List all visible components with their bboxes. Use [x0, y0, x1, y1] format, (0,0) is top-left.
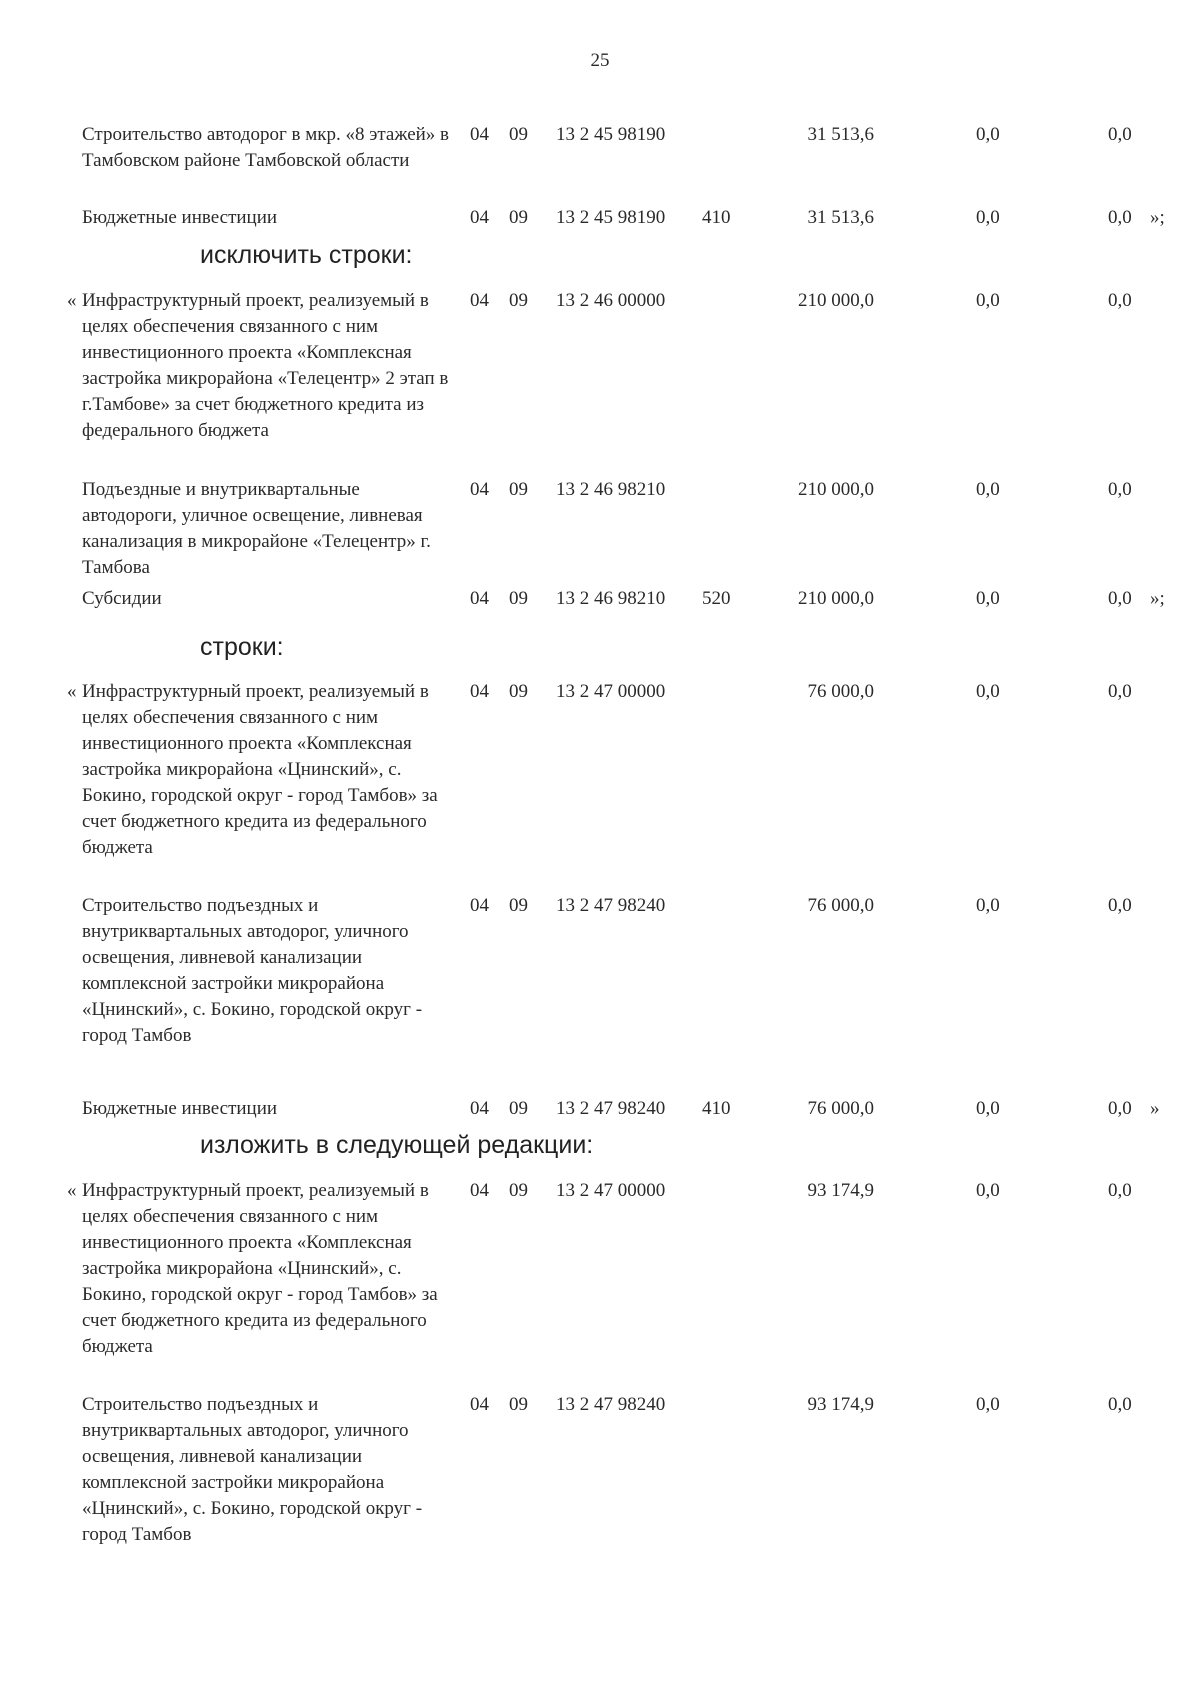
amount-2: 0,0 [976, 290, 1000, 311]
row-name: Строительство подъездных и внутриквартальных автодорог, уличного освещения, ливневой канализации комплексной застройки микрорайона «Цнинский», с. Бокино, городской округ - город Тамбов [82, 1394, 423, 1545]
amount-2: 0,0 [976, 1180, 1000, 1201]
closing-quote: » [1150, 1098, 1160, 1119]
closing-quote: »; [1150, 588, 1165, 609]
amount-3: 0,0 [1108, 1394, 1132, 1415]
code-rz: 04 [470, 1098, 489, 1119]
amount-3: 0,0 [1108, 681, 1132, 702]
amount-2: 0,0 [976, 207, 1000, 228]
amount-3: 0,0 [1108, 479, 1132, 500]
code-pr: 09 [509, 1394, 528, 1415]
code-rz: 04 [470, 1394, 489, 1415]
row-name: « Инфраструктурный проект, реализуемый в целях обеспечения связанного с ним инвестиционного проекта «Комплексная застройка микрорайона «Цнинский», с. Бокино, городской округ - город Тамбов» за счет бюджетного кредита из федерального бюджета [67, 1180, 438, 1357]
amount-3: 0,0 [1108, 588, 1132, 609]
code-pr: 09 [509, 479, 528, 500]
section-heading: исключить строки: [200, 241, 413, 269]
code-rz: 04 [470, 588, 489, 609]
amount-1: 31 513,6 [807, 207, 874, 228]
row-name: « Инфраструктурный проект, реализуемый в целях обеспечения связанного с ним инвестиционного проекта «Комплексная застройка микрорайона «Цнинский», с. Бокино, городской округ - город Тамбов» за счет бюджетного кредита из федерального бюджета [67, 681, 438, 858]
code-rz: 04 [470, 479, 489, 500]
amount-1: 210 000,0 [798, 479, 874, 500]
section-heading: строки: [200, 633, 284, 661]
amount-1: 31 513,6 [807, 124, 874, 145]
amount-2: 0,0 [976, 895, 1000, 916]
code-cs: 13 2 47 00000 [556, 1180, 666, 1201]
code-vr: 410 [702, 207, 731, 228]
code-vr: 410 [702, 1098, 731, 1119]
code-pr: 09 [509, 207, 528, 228]
amount-1: 76 000,0 [807, 895, 874, 916]
row-name: Строительство автодорог в мкр. «8 этажей» в Тамбовском районе Тамбовской области [82, 124, 450, 171]
code-cs: 13 2 47 00000 [556, 681, 666, 702]
amount-2: 0,0 [976, 124, 1000, 145]
code-cs: 13 2 47 98240 [556, 1394, 666, 1415]
amount-3: 0,0 [1108, 1098, 1132, 1119]
code-pr: 09 [509, 681, 528, 702]
code-rz: 04 [470, 895, 489, 916]
code-pr: 09 [509, 895, 528, 916]
amount-3: 0,0 [1108, 207, 1132, 228]
section-heading: изложить в следующей редакции: [200, 1131, 594, 1159]
code-cs: 13 2 45 98190 [556, 124, 666, 145]
amount-3: 0,0 [1108, 895, 1132, 916]
amount-2: 0,0 [976, 1098, 1000, 1119]
code-pr: 09 [509, 1180, 528, 1201]
amount-2: 0,0 [976, 479, 1000, 500]
code-pr: 09 [509, 124, 528, 145]
amount-1: 93 174,9 [807, 1180, 874, 1201]
row-name: Подъездные и внутриквартальные автодороги, уличное освещение, ливневая канализация в микрорайоне «Телецентр» г. Тамбова [82, 479, 431, 578]
amount-3: 0,0 [1108, 1180, 1132, 1201]
code-vr: 520 [702, 588, 731, 609]
code-pr: 09 [509, 290, 528, 311]
amount-3: 0,0 [1108, 290, 1132, 311]
code-rz: 04 [470, 681, 489, 702]
amount-1: 93 174,9 [807, 1394, 874, 1415]
code-pr: 09 [509, 1098, 528, 1119]
page-number: 25 [590, 50, 610, 71]
code-cs: 13 2 46 98210 [556, 479, 666, 500]
row-name: Бюджетные инвестиции [82, 207, 278, 228]
row-name: « Инфраструктурный проект, реализуемый в целях обеспечения связанного с ним инвестиционного проекта «Комплексная застройка микрорайона «Телецентр» 2 этап в г.Тамбове» за счет бюджетного кредита из федерального бюджета [67, 290, 449, 441]
row-name: Строительство подъездных и внутриквартальных автодорог, уличного освещения, ливневой канализации комплексной застройки микрорайона «Цнинский», с. Бокино, городской округ - город Тамбов [82, 895, 423, 1046]
code-rz: 04 [470, 207, 489, 228]
code-cs: 13 2 47 98240 [556, 895, 666, 916]
code-cs: 13 2 47 98240 [556, 1098, 666, 1119]
row-name: Субсидии [82, 588, 162, 609]
code-cs: 13 2 45 98190 [556, 207, 666, 228]
row-name: Бюджетные инвестиции [82, 1098, 278, 1119]
amount-3: 0,0 [1108, 124, 1132, 145]
amount-1: 210 000,0 [798, 290, 874, 311]
code-rz: 04 [470, 290, 489, 311]
code-cs: 13 2 46 00000 [556, 290, 666, 311]
amount-1: 76 000,0 [807, 681, 874, 702]
amount-1: 210 000,0 [798, 588, 874, 609]
amount-2: 0,0 [976, 588, 1000, 609]
code-cs: 13 2 46 98210 [556, 588, 666, 609]
code-rz: 04 [470, 1180, 489, 1201]
amount-2: 0,0 [976, 1394, 1000, 1415]
code-pr: 09 [509, 588, 528, 609]
code-rz: 04 [470, 124, 489, 145]
closing-quote: »; [1150, 207, 1165, 228]
amount-2: 0,0 [976, 681, 1000, 702]
amount-1: 76 000,0 [807, 1098, 874, 1119]
